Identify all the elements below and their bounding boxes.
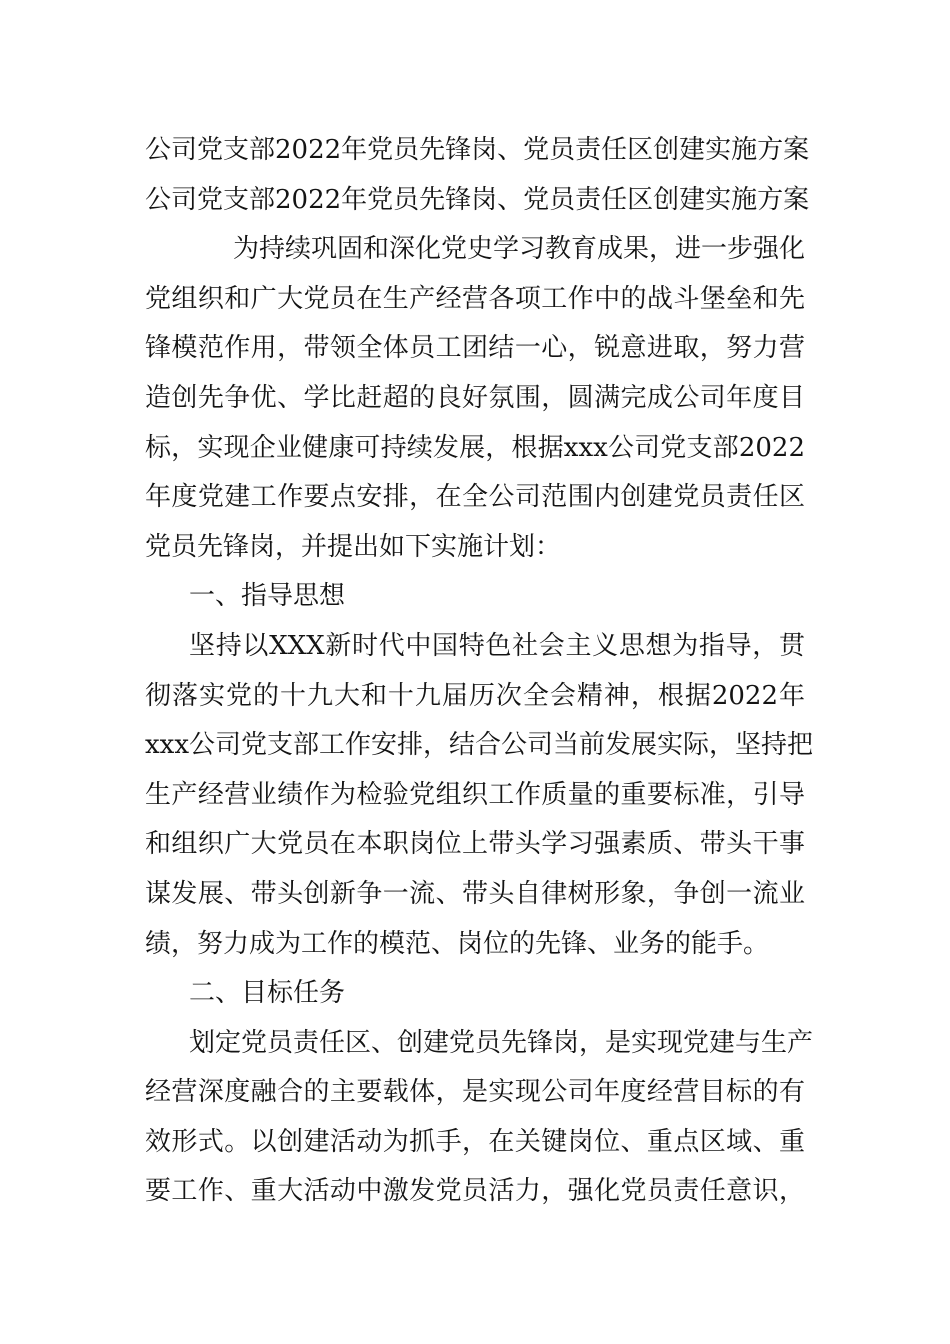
section1-paragraph-line-5: 和组织广大党员在本职岗位上带头学习强素质、带头干事 (145, 829, 805, 860)
section2-paragraph-line-2: 经营深度融合的主要载体，是实现公司年度经营目标的有 (145, 1077, 805, 1108)
section1-paragraph-line-4: 生产经营业绩作为检验党组织工作质量的重要标准，引导 (145, 779, 805, 810)
section-heading-goals-tasks: 二、目标任务 (189, 978, 346, 1009)
intro-paragraph-line-6: 年度党建工作要点安排，在全公司范围内创建党员责任区 (145, 482, 805, 513)
section-heading-guiding-ideology: 一、指导思想 (189, 581, 346, 612)
section1-paragraph-line-2: 彻落实党的十九大和十九届历次全会精神，根据2022年 (145, 680, 805, 711)
intro-paragraph-line-3: 锋模范作用，带领全体员工团结一心，锐意进取，努力营 (145, 333, 805, 364)
section2-paragraph-line-1: 划定党员责任区、创建党员先锋岗，是实现党建与生产 (189, 1027, 814, 1058)
intro-paragraph-line-7: 党员先锋岗，并提出如下实施计划： (145, 531, 562, 562)
section1-paragraph-line-6: 谋发展、带头创新争一流、带头自律树形象，争创一流业 (145, 878, 805, 909)
section2-paragraph-line-3: 效形式。以创建活动为抓手，在关键岗位、重点区域、重 (145, 1126, 805, 1157)
document-body (145, 126, 814, 1217)
section1-paragraph-line-3: xxx公司党支部工作安排，结合公司当前发展实际，坚持把 (145, 730, 813, 761)
section2-paragraph-line-4: 要工作、重大活动中激发党员活力，强化党员责任意识， (145, 1176, 805, 1207)
intro-paragraph-line-5: 标，实现企业健康可持续发展，根据xxx公司党支部2022 (145, 432, 805, 463)
intro-paragraph-line-2: 党组织和广大党员在生产经营各项工作中的战斗堡垒和先 (145, 283, 805, 314)
section1-paragraph-line-1: 坚持以XXX新时代中国特色社会主义思想为指导，贯 (189, 630, 805, 661)
document-title-line-1: 公司党支部2022年党员先锋岗、党员责任区创建实施方案 (145, 135, 810, 165)
intro-paragraph-line-4: 造创先争优、学比赶超的良好氛围，圆满完成公司年度目 (145, 382, 805, 413)
intro-paragraph-line-1: 为持续巩固和深化党史学习教育成果，进一步强化 (233, 234, 806, 265)
document-title-line-2: 公司党支部2022年党员先锋岗、党员责任区创建实施方案 (145, 184, 810, 215)
section1-paragraph-line-7: 绩，努力成为工作的模范、岗位的先锋、业务的能手。 (145, 928, 770, 959)
